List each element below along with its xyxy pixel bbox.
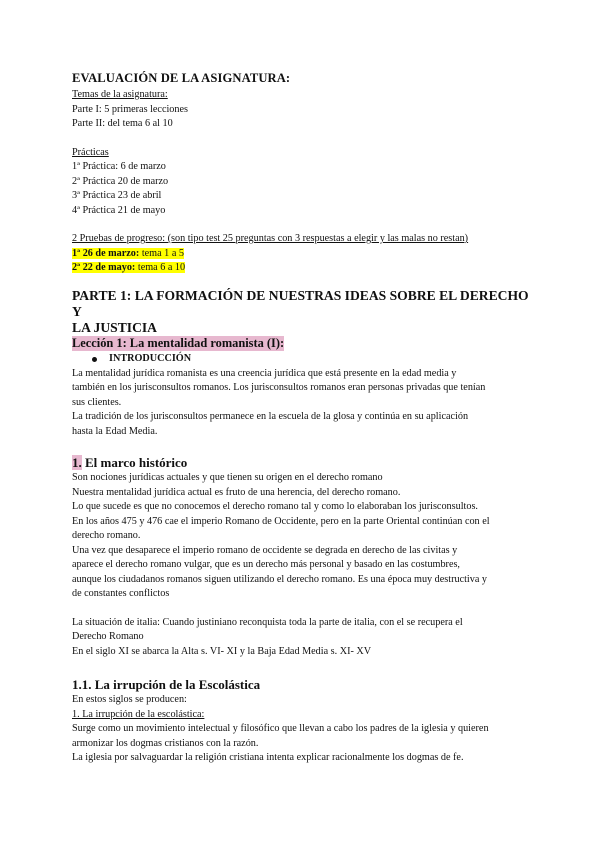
body-line: Son nociones jurídicas actuales y que tienen su origen en el derecho romano: [72, 472, 383, 483]
section-title: El marco histórico: [81, 455, 188, 470]
progress-test-1: [72, 247, 532, 262]
body-line: Lo que sucede es que no conocemos el derecho romano tal y como lo elaboraban los jurisconsultos.: [72, 501, 478, 512]
intro-line: también en los jurisconsultos romanos. Los jurisconsultos romanos eran personas privadas que tenían: [72, 382, 486, 393]
practices-heading: Prácticas: [72, 146, 109, 158]
body-line: armonizar los dogmas cristianos con la razón.: [72, 737, 259, 749]
lesson-title: Lección 1: La mentalidad romanista (I):: [72, 335, 285, 350]
part-title-line: PARTE 1: LA FORMACIÓN DE NUESTRAS IDEAS SOBRE EL DERECHO Y: [72, 287, 529, 319]
bullet-icon: [92, 357, 97, 362]
body-line: En estos siglos se producen:: [72, 694, 187, 705]
body-line: Una vez que desaparece el imperio romano de occidente se degrada en derecho de las civitas y: [72, 544, 458, 556]
body-line: La iglesia por salvaguardar la religión cristiana intenta explicar racionalmente los dogmas de fe.: [72, 752, 464, 763]
intro-line: hasta la Edad Media.: [72, 425, 158, 437]
progress-test-2: [72, 261, 532, 276]
progress-test-1-date: 1ª 26 de marzo:: [72, 247, 140, 259]
body-line: Surge como un movimiento intelectual y filosófico que llevan a cabo los padres de la iglesia y quieren: [72, 723, 489, 734]
part-title: [72, 288, 532, 336]
progress-tests-note: 2 Pruebas de progreso: (son tipo test 25 preguntas con 3 respuestas a elegir y las malas no restan): [72, 233, 469, 244]
body-line: Derecho Romano: [72, 631, 144, 642]
progress-test-2-topic: tema 6 a 10: [135, 262, 186, 273]
intro-line: La tradición de los jurisconsultos permanece en la escuela de la glosa y continúa en su aplicación: [72, 411, 469, 422]
part-title-line: LA JUSTICIA: [72, 319, 157, 335]
practice-line: 2ª Práctica 20 de marzo: [72, 175, 169, 187]
body-line: En el siglo XI se abarca la Alta s. VI- XI y la Baja Edad Media s. XI- XV: [72, 645, 372, 657]
section-heading-escolastica: 1.1. La irrupción de la Escolástica: [72, 677, 261, 692]
body-line: En los años 475 y 476 cae el imperio Romano de Occidente, pero en la parte Oriental continúan con el: [72, 515, 490, 527]
intro-line: La mentalidad jurídica romanista es una creencia jurídica que está presente en la edad media y: [72, 367, 457, 379]
section-heading-marco: [72, 455, 532, 471]
topics-heading: Temas de la asignatura:: [72, 89, 168, 100]
practice-line: 3ª Práctica 23 de abril: [72, 190, 162, 201]
intro-line: sus clientes.: [72, 396, 122, 408]
evaluation-heading: EVALUACIÓN DE LA ASIGNATURA:: [72, 71, 291, 85]
bullet-item: [92, 352, 532, 367]
practice-line: 4ª Práctica 21 de mayo: [72, 204, 166, 216]
progress-test-2-date: 2ª 22 de mayo:: [72, 262, 136, 273]
body-line: derecho romano.: [72, 530, 141, 541]
section-number: 1.: [72, 455, 82, 470]
progress-test-1-topic: tema 1 a 5: [139, 247, 184, 259]
document-content: [72, 70, 532, 766]
topic-line: Parte I: 5 primeras lecciones: [72, 103, 188, 115]
bullet-label: INTRODUCCIÓN: [109, 353, 192, 364]
subsection-heading: 1. La irrupción de la escolástica:: [72, 708, 205, 720]
body-line: aunque los ciudadanos romanos siguen utilizando el derecho romano. Es una época muy destructiva y: [72, 573, 488, 585]
body-line: La situación de italia: Cuando justiniano reconquista toda la parte de italia, con el se recupera el: [72, 616, 463, 628]
body-line: de constantes conflictos: [72, 588, 170, 599]
body-line: aparece el derecho romano vulgar, que es un derecho más personal y basado en las costumbres,: [72, 559, 460, 570]
body-line: Nuestra mentalidad jurídica actual es fruto de una herencia, del derecho romano.: [72, 486, 401, 498]
practice-line: 1ª Práctica: 6 de marzo: [72, 161, 166, 172]
topic-line: Parte II: del tema 6 al 10: [72, 118, 173, 129]
